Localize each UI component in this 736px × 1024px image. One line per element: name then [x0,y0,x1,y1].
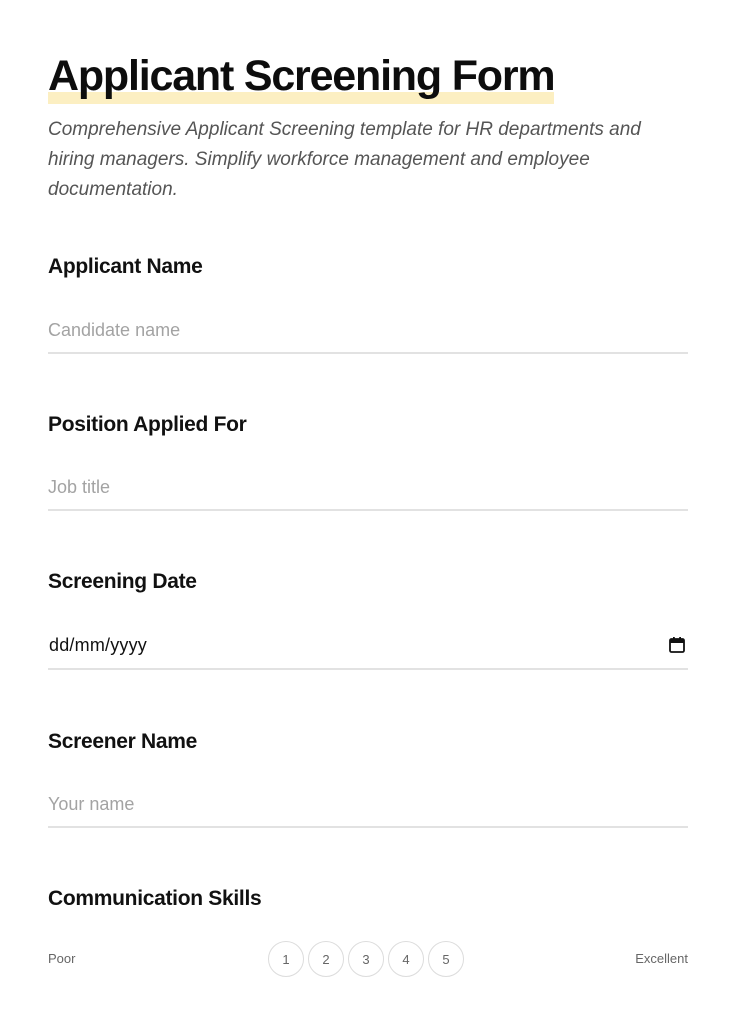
position-field [48,412,688,438]
position-input[interactable] [48,465,688,509]
rating-options [268,941,464,979]
applicant-name-input[interactable] [48,308,688,352]
rating-option-3[interactable]: 3 [348,941,384,977]
applicant-name-field [48,254,688,280]
screener-name-label: Screener Name [48,730,198,753]
rating-high-label: Excellent [635,951,688,966]
rating-option-1[interactable]: 1 [268,941,304,977]
form-container [48,50,688,205]
screening-date-input[interactable] [48,624,688,670]
applicant-name-label: Applicant Name [48,255,203,278]
screener-name-input[interactable] [48,782,688,826]
screener-name-field [48,729,688,755]
form-description: Comprehensive Applicant Screening template for HR departments and hiring managers. Simplify workforce management and employee documentation. [48,119,641,200]
position-label: Position Applied For [48,413,247,436]
screening-date-field [48,569,688,595]
communication-skills-field [48,886,688,912]
communication-skills-label: Communication Skills [48,887,262,910]
position-input-wrap [48,465,688,511]
form-title: Applicant Screening Form [48,50,554,104]
rating-option-5[interactable]: 5 [428,941,464,977]
screening-date-value: dd/mm/yyyy [49,635,148,655]
applicant-name-input-wrap [48,308,688,354]
communication-skills-rating [48,941,688,979]
rating-low-label: Poor [48,951,76,966]
calendar-icon[interactable] [668,636,686,654]
rating-option-4[interactable]: 4 [388,941,424,977]
screening-date-label: Screening Date [48,570,197,593]
screener-name-input-wrap [48,782,688,828]
rating-option-2[interactable]: 2 [308,941,344,977]
